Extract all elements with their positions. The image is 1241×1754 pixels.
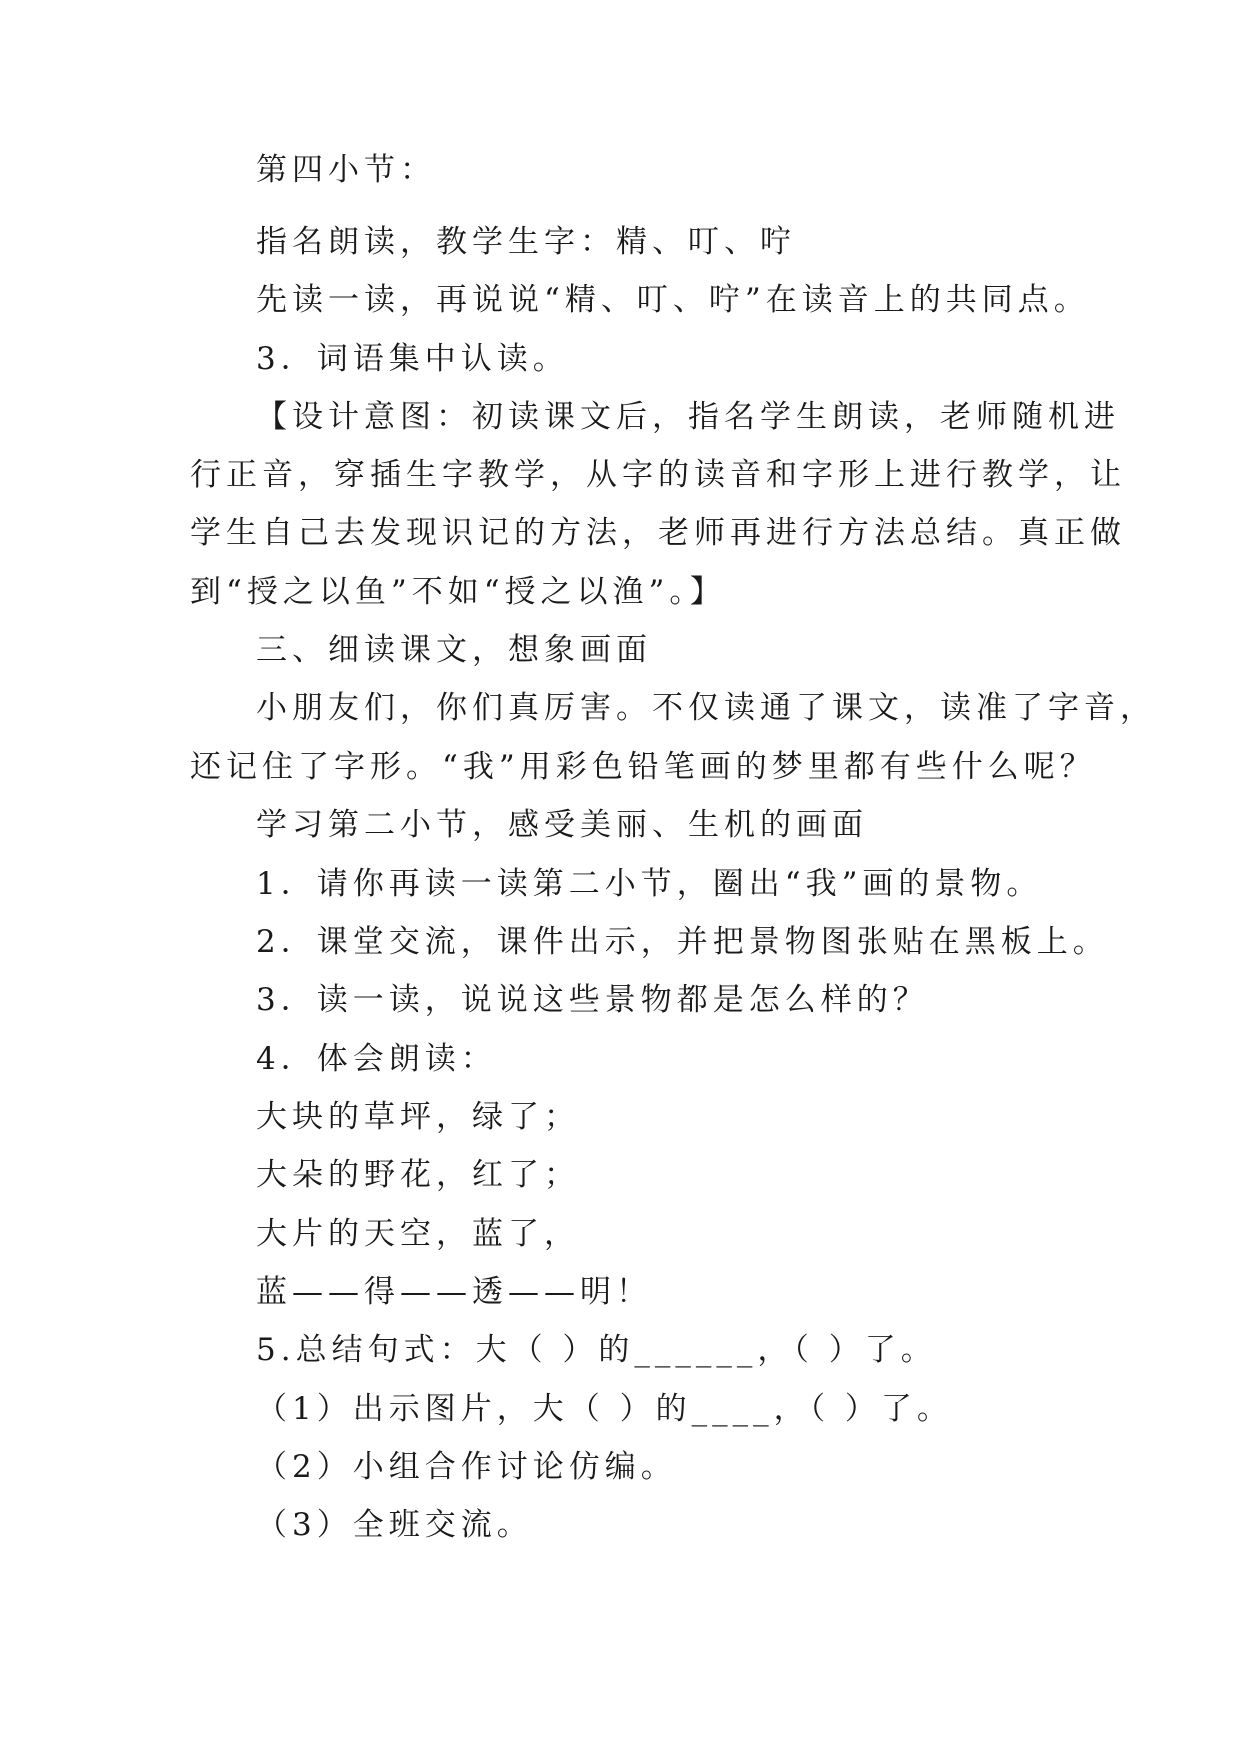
text-line-15: 3．读一读，说说这些景物都是怎么样的？	[256, 982, 929, 1018]
text-line-14: 2．课堂交流，课件出示，并把景物图张贴在黑板上。	[256, 924, 1109, 960]
text-line-1: 第四小节：	[256, 152, 436, 188]
text-line-21: 5.总结句式：大（ ）的______，（ ）了。	[256, 1332, 937, 1368]
text-line-5: 【设计意图：初读课文后，指名学生朗读，老师随机进	[256, 399, 1120, 435]
text-line-2: 指名朗读，教学生字：精、叮、咛	[256, 224, 796, 260]
text-line-12: 学习第二小节，感受美丽、生机的画面	[256, 807, 868, 843]
text-line-17: 大块的草坪，绿了；	[256, 1099, 580, 1135]
text-line-20: 蓝——得——透——明！	[256, 1274, 652, 1310]
text-line-13: 1．请你再读一读第二小节，圈出“我”画的景物。	[256, 866, 1043, 902]
text-line-11: 还记住了字形。“我”用彩色铅笔画的梦里都有些什么呢？	[190, 749, 1096, 785]
text-line-16: 4．体会朗读：	[256, 1041, 497, 1077]
text-line-23: （2）小组合作讨论仿编。	[256, 1449, 677, 1485]
text-line-9: 三、细读课文，想象画面	[256, 632, 652, 668]
text-line-6: 行正音，穿插生字教学，从字的读音和字形上进行教学，让	[190, 457, 1126, 493]
text-line-22: （1）出示图片，大（ ）的____，（ ）了。	[256, 1391, 953, 1427]
text-line-10: 小朋友们，你们真厉害。不仅读通了课文，读准了字音，	[256, 690, 1156, 726]
text-line-4: 3．词语集中认读。	[256, 341, 569, 377]
text-line-24: （3）全班交流。	[256, 1507, 533, 1543]
text-line-18: 大朵的野花，红了；	[256, 1157, 580, 1193]
text-line-7: 学生自己去发现识记的方法，老师再进行方法总结。真正做	[190, 515, 1126, 551]
text-line-19: 大片的天空，蓝了，	[256, 1216, 580, 1252]
text-line-3: 先读一读，再说说“精、叮、咛”在读音上的共同点。	[256, 282, 1090, 318]
text-line-8: 到“授之以鱼”不如“授之以渔”。】	[190, 574, 726, 610]
